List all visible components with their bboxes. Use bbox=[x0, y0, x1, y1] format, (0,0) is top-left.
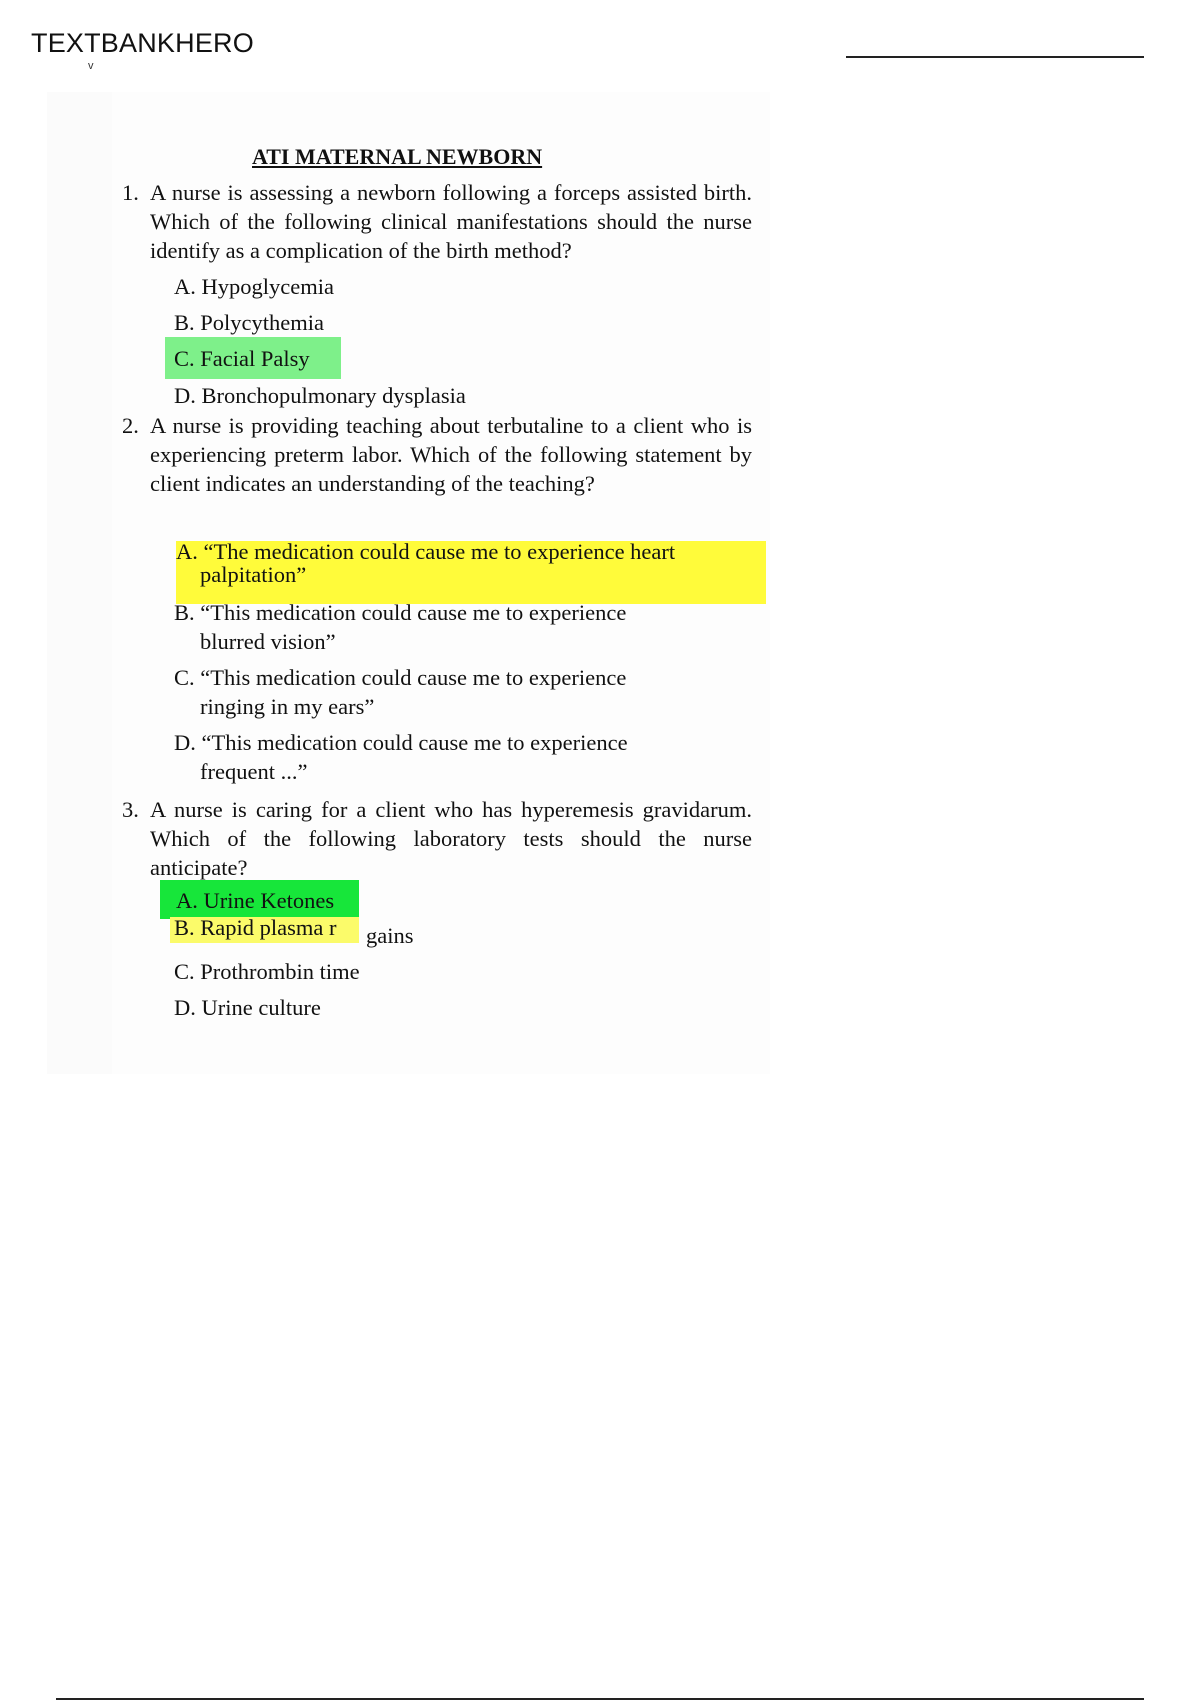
answer-option-line: ringing in my ears” bbox=[200, 694, 375, 719]
question-stem: A nurse is caring for a client who has hyperemesis gravidarum. Which of the following laboratory tests should the nurse anticipate? bbox=[150, 797, 752, 880]
question-stem: A nurse is assessing a newborn following a forceps assisted birth. Which of the following clinical manifestations should the nurse identify as a complication of the birth method? bbox=[150, 180, 752, 263]
answer-option: D. Bronchopulmonary dysplasia bbox=[174, 383, 466, 408]
answer-option: D. Urine culture bbox=[174, 995, 321, 1020]
option-text: “This medication could cause me to experience bbox=[201, 730, 628, 755]
document-title: ATI MATERNAL NEWBORN bbox=[252, 144, 543, 169]
answer-option-line: blurred vision” bbox=[200, 629, 336, 654]
answer-option: A. Urine Ketones bbox=[176, 888, 335, 913]
answer-option: B. Rapid plasma r bbox=[174, 915, 337, 940]
option-letter: B. bbox=[174, 600, 195, 625]
answer-option: B. Polycythemia bbox=[174, 310, 324, 335]
question-number: 1. bbox=[122, 180, 139, 205]
answer-option-line: palpitation” bbox=[200, 562, 307, 587]
answer-option: C. Prothrombin time bbox=[174, 959, 360, 984]
answer-option bbox=[174, 663, 626, 692]
answer-option bbox=[174, 598, 626, 627]
brand-logo: TEXTBANKHERO bbox=[31, 28, 254, 58]
question-number: 2. bbox=[122, 413, 139, 438]
question-number: 3. bbox=[122, 797, 139, 822]
question-stem: A nurse is providing teaching about terbutaline to a client who is experiencing preterm labor. Which of the following statement by client indicates an understanding of the teaching? bbox=[150, 413, 752, 496]
option-letter: A. bbox=[176, 539, 198, 564]
option-text: “This medication could cause me to experience bbox=[200, 600, 627, 625]
option-text: “This medication could cause me to experience bbox=[200, 665, 627, 690]
brand-mark: v bbox=[88, 60, 94, 72]
option-letter: C. bbox=[174, 665, 195, 690]
answer-option: A. Hypoglycemia bbox=[174, 274, 334, 299]
top-rule bbox=[846, 56, 1144, 58]
answer-option-fragment: gains bbox=[366, 923, 414, 948]
option-text: “The medication could cause me to experience heart bbox=[203, 539, 676, 564]
answer-option-line: frequent ...” bbox=[200, 759, 308, 784]
answer-option: C. Facial Palsy bbox=[174, 346, 310, 371]
option-letter: D. bbox=[174, 730, 196, 755]
answer-option bbox=[174, 728, 628, 757]
